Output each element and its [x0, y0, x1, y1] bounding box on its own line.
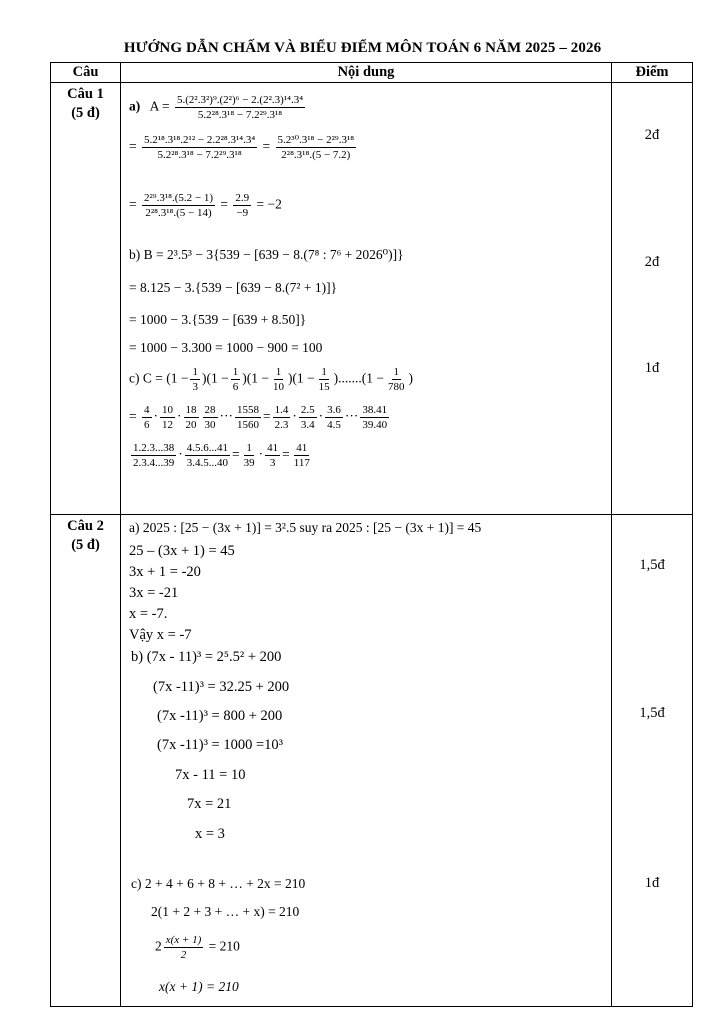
fraction — [164, 933, 204, 962]
content-cell — [121, 83, 612, 515]
fraction — [242, 441, 257, 470]
denominator: 780 — [388, 381, 405, 393]
numerator: 38.41 — [362, 404, 388, 416]
denominator: 4.5 — [327, 419, 341, 431]
numerator: 1.2.3...38 — [133, 442, 175, 454]
denominator: 3 — [269, 457, 276, 469]
points-cell — [612, 83, 693, 515]
fraction — [235, 403, 261, 432]
term: )(1 − — [242, 370, 269, 386]
q2-a-line2: 25 – (3x + 1) = 45 — [129, 543, 235, 559]
q1-b-line3: = 1000 − 3.{539 − [639 + 8.50]} — [129, 312, 307, 327]
term: )(1 − — [201, 370, 229, 386]
q2-c-line4: x(x + 1) = 210 — [159, 979, 239, 994]
q2-b-line5: 7x - 11 = 10 — [175, 767, 246, 783]
q1-c-line1 — [129, 365, 413, 394]
denominator: 2²⁸.3¹⁸.(5 − 14) — [145, 207, 212, 219]
denominator: 1560 — [237, 419, 259, 431]
fraction — [175, 93, 305, 122]
q2-a-line3: 3x + 1 = -20 — [129, 564, 201, 580]
term: ) — [408, 370, 414, 386]
term: )(1 − — [287, 370, 315, 386]
numerator: 1 — [321, 366, 327, 378]
q1-b-line4: = 1000 − 3.300 = 1000 − 900 = 100 — [129, 340, 323, 355]
q2-b-line4: (7x -11)³ = 1000 =10³ — [157, 737, 283, 753]
q2-b-line2: (7x -11)³ = 32.25 + 200 — [153, 679, 290, 695]
fraction — [292, 441, 312, 470]
numerator: 1 — [275, 366, 282, 378]
q2-c-line3 — [155, 933, 240, 962]
numerator: 5.2¹⁸.3¹⁸.2¹² − 2.2²⁸.3¹⁴.3⁴ — [144, 134, 256, 146]
equals: = — [129, 138, 137, 154]
denominator: 2.3 — [274, 419, 289, 431]
result: = −2 — [256, 196, 282, 212]
denominator: −9 — [236, 207, 249, 219]
fraction — [190, 365, 200, 394]
q2-a-line6: Vậy x = -7 — [129, 627, 192, 643]
points-cell — [612, 515, 693, 1007]
denominator: 30 — [204, 419, 216, 431]
denominator: 15 — [318, 381, 330, 393]
fraction — [360, 403, 389, 432]
q2-b-line6: 7x = 21 — [187, 796, 232, 812]
denominator: 6 — [232, 381, 239, 393]
denominator: 6 — [144, 419, 150, 431]
q2-c-line2: 2(1 + 2 + 3 + … + x) = 210 — [151, 904, 300, 919]
numerator: 2.5 — [300, 404, 315, 416]
q1-c-line2: = $\frac{4}{6}$ · $\frac{10}{12}$ · $\frac{18}{20}$ $\frac{28}{30}$ ··· $\frac{1558}{1560}$ = $\frac{1.4}{2.3}$ · $\frac{2.5}{3.4}$ · $\frac{3.6}{4.5}$ ··· $\frac{38.41}{39.40}$ — [129, 404, 388, 431]
fraction — [203, 403, 218, 432]
numerator: 1.4 — [274, 404, 289, 416]
numerator: 41 — [296, 442, 308, 454]
equals-value: = 210 — [208, 938, 240, 954]
question-cell — [51, 515, 121, 1007]
fraction — [299, 403, 317, 432]
question-cell — [51, 83, 121, 515]
points-a: 1,5đ — [639, 557, 665, 573]
points-c: 1đ — [644, 360, 660, 376]
fraction — [185, 441, 230, 470]
denominator: 3 — [192, 381, 198, 393]
numerator: x(x + 1) — [165, 934, 202, 946]
numerator: 1 — [246, 442, 252, 454]
denominator: 39.40 — [362, 419, 388, 431]
numerator: 1 — [393, 366, 400, 378]
numerator: 1558 — [237, 404, 259, 416]
numerator: 2²⁹.3¹⁸.(5.2 − 1) — [144, 192, 214, 204]
page-title: HƯỚNG DẪN CHẤM VÀ BIỂU ĐIỂM MÔN TOÁN 6 NĂM 2025 – 2026 — [123, 40, 602, 56]
points-c: 1đ — [644, 875, 660, 891]
denominator: 117 — [293, 457, 310, 469]
q2-a-line4: 3x = -21 — [129, 585, 179, 601]
table-row-cau-1 — [51, 83, 693, 515]
fraction — [265, 441, 280, 470]
q1-b-line2: = 8.125 − 3.{539 − [639 − 8.(7² + 1)]} — [129, 280, 338, 295]
fraction — [231, 365, 241, 394]
numerator: 4.5.6...41 — [186, 442, 228, 454]
content-cell — [121, 515, 612, 1007]
q2-b-line7: x = 3 — [195, 826, 225, 842]
fraction — [142, 133, 257, 162]
fraction — [271, 365, 286, 394]
denominator: 2²⁸.3¹⁸.(5 − 7.2) — [281, 149, 351, 161]
fraction — [386, 365, 407, 394]
q1-b-line1: b) B = 2³.5³ − 3{539 − [639 − 8.(7⁸ : 7⁶ + 2026⁰)]} — [129, 247, 404, 262]
fraction — [142, 403, 152, 432]
term: (1 − — [166, 370, 189, 386]
expr-lhs: A = — [149, 98, 170, 114]
header-noi-dung: Nội dung — [121, 63, 612, 83]
grading-table — [50, 62, 693, 1007]
denominator: 2 — [180, 949, 187, 961]
q2-a-line1: a) 2025 : [25 − (3x + 1)] = 3².5 suy ra 2025 : [25 − (3x + 1)] = 45 — [129, 520, 482, 535]
numerator: 5.2³⁰.3¹⁸ − 2²⁹.3¹⁸ — [277, 134, 355, 146]
term: ).......(1 − — [333, 370, 385, 386]
q1-c-line3: $\frac{1.2.3...38}{2.3.4...39}$ · $\frac{4.5.6...41}{3.4.5...40}$ = $\frac{1}{39}$ · $\frac{41}{3}$ = $\frac{41}{117}$ — [133, 442, 310, 469]
numerator: 4 — [144, 404, 150, 416]
q2-b-line1: b) (7x - 11)³ = 2⁵.5² + 200 — [131, 649, 282, 665]
denominator: 12 — [162, 419, 173, 431]
denominator: 39 — [243, 457, 255, 469]
q1-a-line2: = $\frac{\text{5.2¹⁸.3¹⁸.2¹² − 2.2²⁸.3¹⁴.3⁴}}{\text{5.2²⁸.3¹⁸ − 7.2²⁹.3¹⁸}}$ = $\frac{\text{5.2³⁰.3¹⁸ − 2²⁹.3¹⁸}}{\text{2²⁸.3¹⁸.(5 − 7.2)}}$ — [129, 134, 355, 161]
part-a-label: a) — [129, 98, 141, 114]
fraction — [160, 403, 175, 432]
points-b: 2đ — [644, 254, 660, 270]
denominator: 10 — [272, 381, 284, 393]
question-score: (5 đ) — [71, 537, 100, 553]
numerator: 1 — [232, 366, 239, 378]
denominator: 5.2²⁸.3¹⁸ − 7.2²⁹.3¹⁸ — [157, 149, 242, 161]
fraction — [317, 365, 332, 394]
numerator: 18 — [185, 404, 197, 416]
fraction — [131, 441, 176, 470]
c-label: c) C = — [129, 370, 163, 386]
question-label: Câu 1 — [67, 86, 104, 102]
numerator: 10 — [162, 404, 173, 416]
numerator: 2.9 — [235, 192, 250, 204]
fraction — [184, 403, 199, 432]
numerator: 41 — [267, 442, 279, 454]
denominator: 20 — [185, 419, 197, 431]
fraction — [273, 403, 291, 432]
q1-a-line1 — [129, 93, 307, 122]
fraction — [276, 133, 357, 162]
denominator: 3.4.5...40 — [186, 457, 228, 469]
header-diem: Điểm — [612, 63, 693, 83]
numerator: 5.(2².3²)⁹.(2²)⁶ − 2.(2².3)¹⁴.3⁴ — [177, 94, 304, 106]
table-header-row — [51, 63, 693, 83]
points-a: 2đ — [644, 127, 660, 143]
denominator: 3.4 — [300, 419, 315, 431]
denominator: 2.3.4...39 — [133, 457, 175, 469]
numerator: 28 — [204, 404, 216, 416]
q1-a-line3: = $\frac{\text{2²⁹.3¹⁸.(5.2 − 1)}}{\text{2²⁸.3¹⁸.(5 − 14)}}$ = $\frac{2.9}{-9}$ = −2 — [129, 192, 282, 219]
fraction — [233, 191, 251, 220]
header-cau: Câu — [51, 63, 121, 83]
q2-c-line1: c) 2 + 4 + 6 + 8 + … + 2x = 210 — [131, 876, 306, 891]
question-label: Câu 2 — [67, 518, 104, 534]
coefficient: 2 — [155, 938, 162, 954]
question-score: (5 đ) — [71, 105, 100, 121]
points-b: 1,5đ — [639, 705, 665, 721]
table-row-cau-2 — [51, 515, 693, 1007]
q2-a-line5: x = -7. — [129, 606, 168, 622]
fraction — [325, 403, 343, 432]
fraction — [142, 191, 215, 220]
denominator: 5.2²⁸.3¹⁸ − 7.2²⁹.3¹⁸ — [197, 109, 283, 121]
numerator: 3.6 — [327, 404, 341, 416]
numerator: 1 — [192, 366, 198, 378]
q2-b-line3: (7x -11)³ = 800 + 200 — [157, 708, 283, 724]
